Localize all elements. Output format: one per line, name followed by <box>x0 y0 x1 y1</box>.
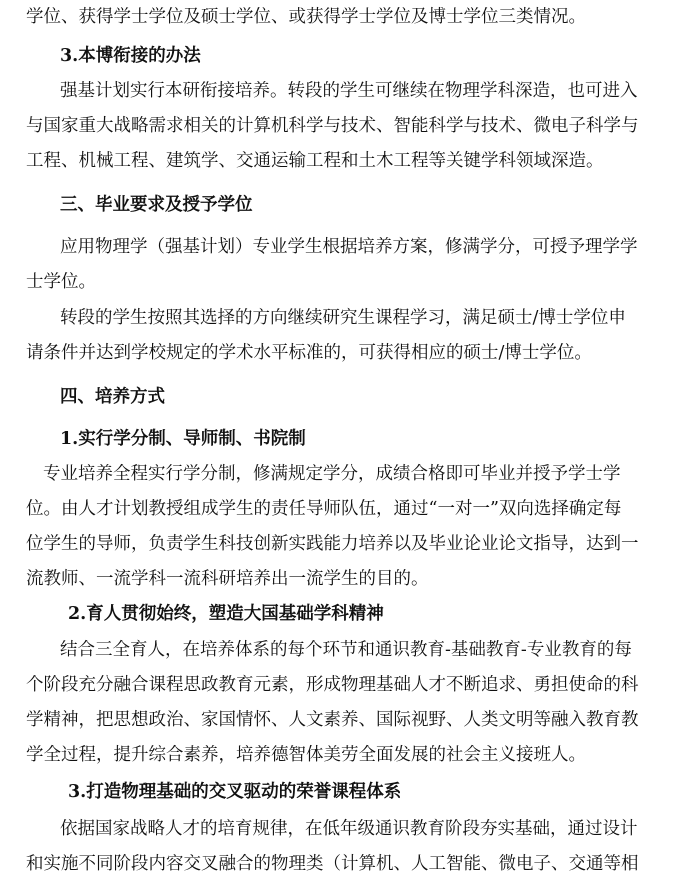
body-text-line: 强基计划实行本研衔接培养。转段的学生可继续在物理学科深造，也可进入 <box>60 81 638 101</box>
section-heading: 3.打造物理基础的交叉驱动的荣誉课程体系 <box>68 782 402 802</box>
section-heading: 1.实行学分制、导师制、书院制 <box>60 429 306 449</box>
body-text-line: 工程、机械工程、建筑学、交通运输工程和土木工程等关键学科领域深造。 <box>26 151 604 171</box>
body-text-line: 流教师、一流学科一流科研培养出一流学生的目的。 <box>26 569 429 589</box>
chapter-heading: 三、毕业要求及授予学位 <box>60 195 253 215</box>
body-text-line: 位学生的导师，负责学生科技创新实践能力培养以及毕业论业论文指导，达到一 <box>26 534 639 554</box>
body-text-line: 专业培养全程实行学分制，修满规定学分，成绩合格即可毕业并授予学士学 <box>43 464 621 484</box>
body-text-line: 学位、获得学士学位及硕士学位、或获得学士学位及博士学位三类情况。 <box>26 7 586 27</box>
body-text-line: 个阶段充分融合课程思政教育元素，形成物理基础人才不断追求、勇担使命的科 <box>26 675 639 695</box>
body-text-line: 和实施不同阶段内容交叉融合的物理类（计算机、人工智能、微电子、交通等相 <box>26 854 639 874</box>
body-text-line: 转段的学生按照其选择的方向继续研究生课程学习，满足硕士/博士学位申 <box>60 308 626 328</box>
section-heading: 2.育人贯彻始终，塑造大国基础学科精神 <box>68 604 384 624</box>
body-text-line: 位。由人才计划教授组成学生的责任导师队伍，通过“一对一”双向选择确定每 <box>26 499 622 519</box>
body-text-line: 请条件并达到学校规定的学术水平标准的，可获得相应的硕士/博士学位。 <box>26 343 592 363</box>
section-heading: 3.本博衔接的办法 <box>60 46 201 66</box>
body-text-line: 结合三全育人，在培养体系的每个环节和通识教育-基础教育-专业教育的每 <box>60 640 632 660</box>
body-text-line: 与国家重大战略需求相关的计算机科学与技术、智能科学与技术、微电子科学与 <box>26 116 639 136</box>
body-text-line: 依据国家战略人才的培育规律，在低年级通识教育阶段夯实基础，通过设计 <box>60 819 638 839</box>
chapter-heading: 四、培养方式 <box>60 387 165 407</box>
body-text-line: 士学位。 <box>26 272 96 292</box>
body-text-line: 应用物理学（强基计划）专业学生根据培养方案，修满学分，可授予理学学 <box>60 237 638 257</box>
body-text-line: 学精神，把思想政治、家国情怀、人文素养、国际视野、人类文明等融入教育教 <box>26 710 639 730</box>
body-text-line: 学全过程，提升综合素养，培养德智体美劳全面发展的社会主义接班人。 <box>26 745 586 765</box>
